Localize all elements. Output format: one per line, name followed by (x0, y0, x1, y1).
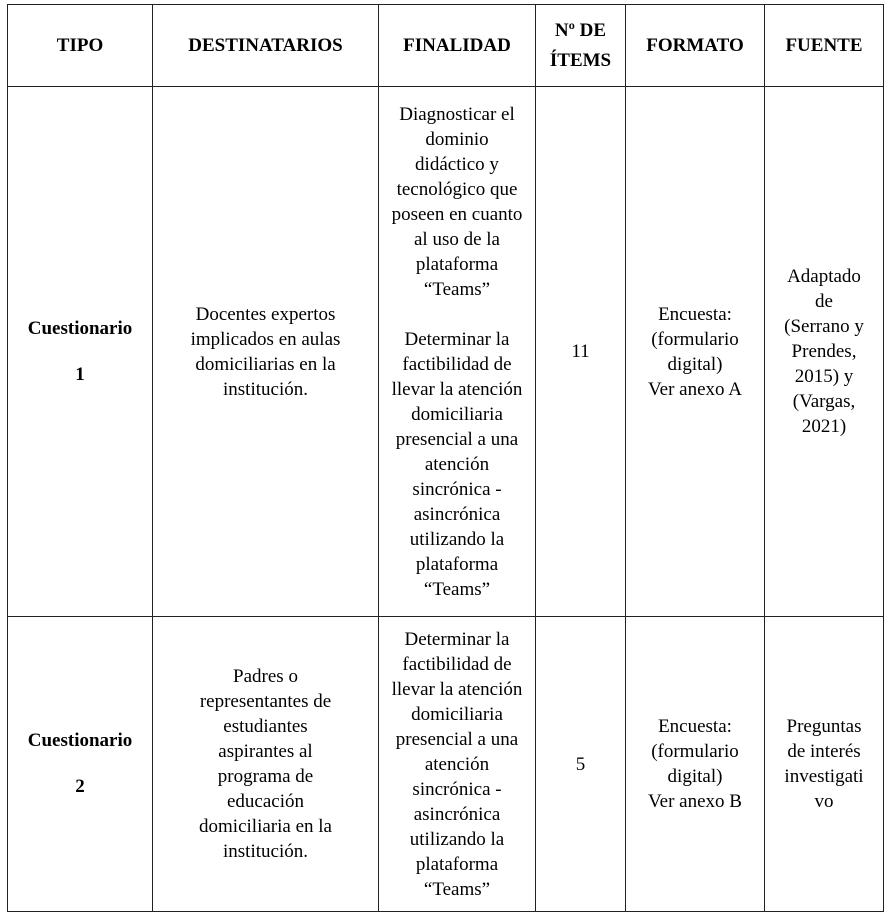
text-line: utilizando la (409, 528, 505, 550)
tipo-cell (8, 87, 153, 617)
header-finalidad: FINALIDAD (379, 5, 536, 87)
text-line: plataforma (415, 253, 499, 275)
text-line: Padres o (233, 666, 298, 687)
text-line: educación (226, 791, 304, 812)
text-line: digital) (667, 353, 723, 375)
text-line: presencial a una (395, 728, 519, 750)
text-line: llevar la atención (391, 678, 523, 700)
text-line: presencial a una (395, 428, 519, 450)
paragraph-spacer (382, 302, 532, 327)
text-line: institución. (223, 378, 308, 400)
text-line: asincrónica (413, 503, 501, 525)
text-line: atención (424, 753, 490, 775)
text-line: Preguntas (786, 716, 862, 737)
text-line: domiciliaria (411, 703, 503, 725)
text-line: plataforma (415, 853, 499, 875)
header-destinatarios: DESTINATARIOS (153, 5, 379, 87)
text-line: Determinar la (404, 328, 510, 350)
text-line: “Teams” (423, 878, 491, 900)
text-line: “Teams” (423, 578, 491, 600)
text-line: asincrónica (413, 803, 501, 825)
text-line: factibilidad de (402, 353, 512, 375)
text-line: dominio (425, 128, 489, 150)
text-line: factibilidad de (402, 653, 512, 675)
text-line: domiciliaria (411, 403, 503, 425)
header-formato: FORMATO (626, 5, 765, 87)
text-line: digital) (667, 766, 723, 787)
text-line: estudiantes (223, 716, 308, 737)
table-row (8, 87, 884, 617)
text-line: Docentes expertos (195, 303, 336, 325)
text-line: (formulario (651, 328, 739, 350)
finalidad-cell (379, 87, 536, 617)
text-line: domiciliarias en la (195, 353, 336, 375)
text-line: representantes de (199, 691, 332, 712)
header-fuente: FUENTE (765, 5, 884, 87)
text-line: Ver anexo A (648, 378, 742, 400)
header-row (8, 5, 884, 87)
destinatarios-cell (153, 87, 379, 617)
text-line: (formulario (651, 741, 739, 762)
text-line: vo (814, 791, 834, 812)
text-line: domiciliaria en la (199, 816, 332, 837)
text-line: Diagnosticar el (399, 103, 515, 125)
text-line: programa de (217, 766, 314, 787)
text-line: (Vargas, (792, 391, 856, 412)
destinatarios-cell (153, 617, 379, 912)
tipo-cell (8, 617, 153, 912)
text-line: (Serrano y (784, 316, 864, 337)
text-line: sincrónica - (412, 778, 502, 800)
header-items-line: Nº DE (554, 19, 607, 41)
items-cell: 11 (536, 87, 626, 617)
text-line: implicados en aulas (190, 328, 341, 350)
tipo-label: Cuestionario (27, 317, 133, 339)
tipo-number: 2 (75, 776, 85, 797)
text-line: Prendes, (791, 341, 857, 362)
header-tipo: TIPO (8, 5, 153, 87)
instruments-table (7, 4, 884, 912)
tipo-number: 1 (75, 363, 85, 385)
text-line: llevar la atención (391, 378, 523, 400)
tipo-label: Cuestionario (27, 730, 133, 751)
text-line: de (815, 291, 833, 312)
text-line: de interés (787, 741, 861, 762)
text-line: investigati (784, 766, 864, 787)
table-row (8, 617, 884, 912)
text-line: sincrónica - (412, 478, 502, 500)
text-line: 2015) y (794, 366, 854, 387)
text-line: Ver anexo B (648, 791, 742, 812)
fuente-cell (765, 87, 884, 617)
text-line: poseen en cuanto (391, 203, 523, 225)
text-line: Encuesta: (658, 716, 732, 737)
header-items-line: ÍTEMS (549, 49, 612, 71)
finalidad-cell (379, 617, 536, 912)
text-line: 2021) (801, 416, 847, 437)
fuente-cell (765, 617, 884, 912)
text-line: utilizando la (409, 828, 505, 850)
text-line: didáctico y (415, 153, 499, 175)
text-line: plataforma (415, 553, 499, 575)
header-items (536, 5, 626, 87)
formato-cell (626, 617, 765, 912)
formato-cell (626, 87, 765, 617)
text-line: institución. (223, 841, 308, 862)
text-line: tecnológico que (396, 178, 518, 200)
text-line: Adaptado (787, 266, 861, 287)
text-line: Determinar la (404, 628, 510, 650)
text-line: al uso de la (413, 228, 500, 250)
text-line: “Teams” (423, 278, 491, 300)
text-line: aspirantes al (218, 741, 313, 762)
items-cell: 5 (536, 617, 626, 912)
text-line: atención (424, 453, 490, 475)
text-line: Encuesta: (658, 303, 732, 325)
